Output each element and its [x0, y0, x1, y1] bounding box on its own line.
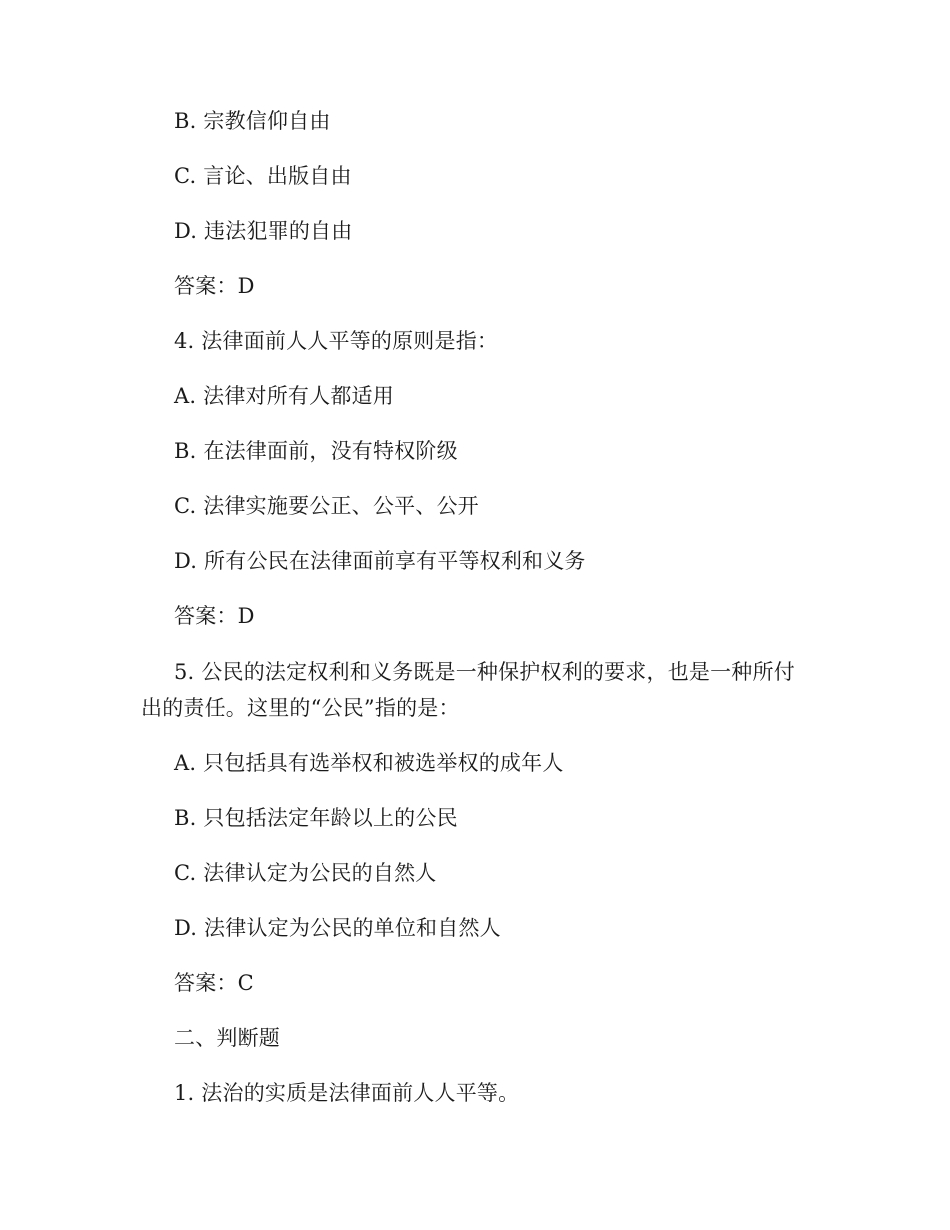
answer-q3: 答案：D — [174, 274, 255, 298]
q4-option-a: A. 法律对所有人都适用 — [174, 384, 394, 408]
q5-option-a: A. 只包括具有选举权和被选举权的成年人 — [174, 751, 564, 775]
q5-option-d: D. 法律认定为公民的单位和自然人 — [174, 916, 501, 940]
answer-q4: 答案：D — [174, 604, 255, 628]
section-heading-true-false: 二、判断题 — [174, 1026, 280, 1050]
q5-option-b: B. 只包括法定年龄以上的公民 — [174, 806, 458, 830]
question-5: 5. 公民的法定权利和义务既是一种保护权利的要求，也是一种所付出的责任。这里的“公民”指的是： — [141, 660, 795, 720]
option-d-crime-freedom: D. 违法犯罪的自由 — [174, 219, 353, 243]
question-4: 4. 法律面前人人平等的原则是指： — [174, 329, 499, 353]
option-c-speech-press-freedom: C. 言论、出版自由 — [174, 164, 352, 188]
q5-option-c: C. 法律认定为公民的自然人 — [174, 861, 437, 885]
option-b-religious-freedom: B. 宗教信仰自由 — [174, 109, 331, 133]
q4-option-b: B. 在法律面前，没有特权阶级 — [174, 439, 458, 463]
q4-option-d: D. 所有公民在法律面前享有平等权利和义务 — [174, 549, 586, 573]
tf-question-1: 1. 法治的实质是法律面前人人平等。 — [174, 1081, 520, 1105]
q4-option-c: C. 法律实施要公正、公平、公开 — [174, 494, 479, 518]
answer-q5: 答案：C — [174, 971, 254, 995]
document-body — [141, 108, 809, 1135]
